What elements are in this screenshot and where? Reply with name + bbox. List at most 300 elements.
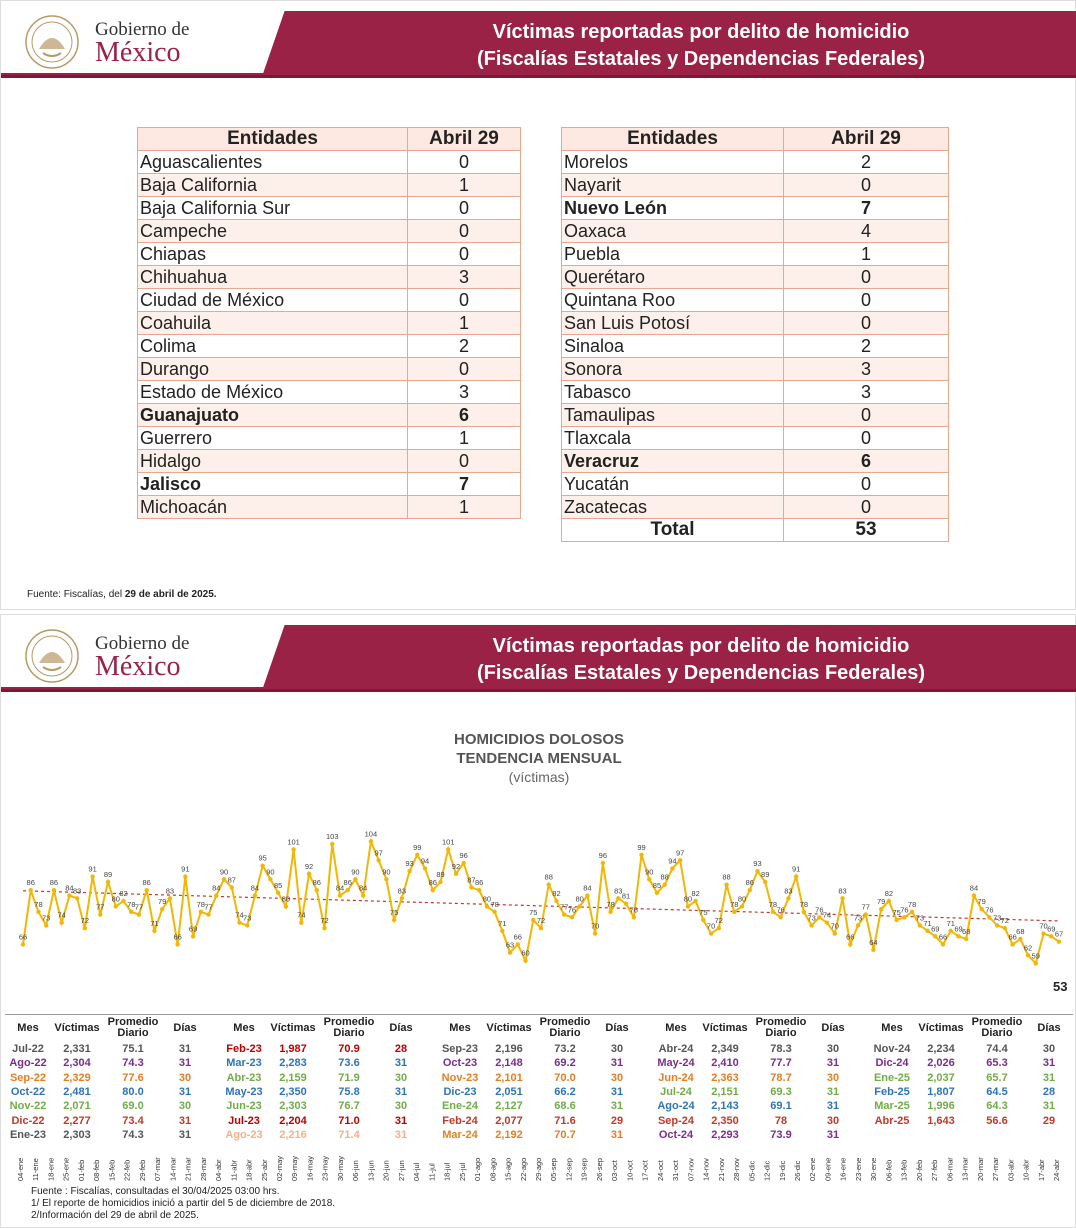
header-victimas: Víctimas: [54, 1022, 100, 1034]
x-tick-label: 20-jun: [381, 1160, 391, 1181]
table-row: [562, 450, 949, 473]
state-value: 1: [784, 243, 949, 266]
data-point: [485, 904, 489, 908]
data-point: [307, 872, 311, 876]
month-promedio: 70.9: [338, 1043, 360, 1055]
data-label: 80: [683, 894, 693, 904]
footnote-1: 1/ El reporte de homicidios inició a partir del 5 de diciembre de 2018.: [31, 1198, 336, 1209]
x-tick-label: 29-ago: [534, 1157, 543, 1181]
data-point: [369, 839, 373, 843]
header-rule: [1, 75, 1076, 78]
data-point: [539, 926, 543, 930]
data-label: 68: [962, 927, 971, 936]
month-dias: 30: [826, 1043, 840, 1055]
title-line1: Víctimas reportadas por delito de homicidio: [492, 635, 910, 657]
month-dias: 30: [178, 1100, 192, 1113]
data-label: 72: [536, 916, 546, 926]
data-label: 91: [791, 864, 801, 874]
data-point: [199, 910, 203, 914]
data-label: 99: [637, 842, 646, 852]
data-point: [879, 907, 883, 911]
x-tick-label: 20-feb: [914, 1159, 924, 1181]
month-mes: Jul-22: [12, 1043, 44, 1055]
data-point: [1026, 953, 1030, 957]
x-axis: [1, 1135, 1076, 1185]
data-label: 79: [877, 897, 886, 907]
data-point: [59, 921, 63, 925]
data-point: [168, 896, 172, 900]
state-name: Tabasco: [562, 381, 784, 404]
month-victimas: 1,987: [279, 1043, 307, 1055]
data-label: 85: [652, 880, 662, 890]
header-promedio: Promedio Diario: [755, 1016, 807, 1039]
x-tick-label: 16-ene: [838, 1157, 848, 1181]
data-label: 89: [103, 870, 113, 879]
data-point: [384, 877, 388, 881]
data-point: [346, 888, 350, 892]
month-promedio: 74.4: [986, 1043, 1008, 1055]
state-value: 6: [784, 450, 949, 473]
data-label: 73: [807, 913, 816, 923]
month-promedio: 70.0: [554, 1071, 576, 1084]
state-value: 1: [408, 496, 521, 519]
state-name: San Luis Potosí: [562, 312, 784, 335]
data-label: 86: [428, 878, 437, 888]
data-label: 95: [258, 853, 267, 863]
month-promedio: 80.0: [122, 1085, 144, 1098]
x-tick-label: 12-dic: [762, 1160, 772, 1181]
data-label: 86: [26, 878, 35, 888]
header-dias: Días: [821, 1022, 845, 1034]
data-point: [121, 899, 125, 903]
data-point: [740, 904, 744, 908]
data-label: 89: [761, 870, 770, 879]
x-tick-label: 09-ene: [823, 1157, 833, 1181]
month-promedio: 74.3: [122, 1057, 144, 1070]
data-point: [90, 874, 94, 878]
month-promedio: 69.3: [770, 1085, 792, 1098]
data-point: [1034, 961, 1038, 965]
x-tick-label: 31-oct: [671, 1160, 681, 1181]
state-name: Guanajuato: [138, 404, 408, 427]
data-label: 78: [907, 899, 917, 909]
data-point: [291, 847, 295, 851]
data-label: 78: [730, 899, 739, 909]
x-tick-label: 03-oct: [610, 1160, 620, 1181]
month-dias: 28: [394, 1043, 408, 1055]
x-tick-label: 15-feb: [107, 1159, 117, 1181]
logo-line2: México: [95, 37, 181, 68]
data-label: 82: [552, 889, 561, 898]
x-tick-label: 22-feb: [122, 1159, 132, 1181]
data-label: 79: [977, 897, 986, 907]
data-point: [446, 847, 450, 851]
month-dias: 30: [826, 1114, 840, 1127]
header-mes: Mes: [881, 1022, 903, 1034]
data-label: 59: [1031, 951, 1040, 961]
data-point: [709, 931, 713, 935]
data-point: [593, 931, 597, 935]
x-tick-label: 11-jul: [427, 1163, 437, 1181]
data-label: 74: [57, 910, 66, 920]
data-point: [330, 842, 334, 846]
table-row: [138, 358, 521, 381]
data-point: [338, 893, 342, 897]
state-name: Michoacán: [138, 496, 408, 519]
month-mes: May-24: [657, 1057, 695, 1070]
data-label: 88: [544, 872, 553, 882]
state-value: 1: [408, 312, 521, 335]
data-label: 103: [325, 832, 339, 841]
table-row: [562, 243, 949, 266]
table-row: [138, 450, 521, 473]
state-name: Chiapas: [138, 243, 408, 266]
header-dias: Días: [605, 1022, 629, 1034]
table-row: [562, 312, 949, 335]
month-victimas: 2,101: [495, 1071, 523, 1084]
state-name: Estado de México: [138, 381, 408, 404]
data-point: [114, 904, 118, 908]
data-label: 80: [575, 894, 584, 904]
data-point: [492, 910, 496, 914]
x-tick-label: 10-abr: [1021, 1159, 1031, 1181]
x-tick-label: 24-oct: [655, 1160, 665, 1181]
header-victimas: Víctimas: [702, 1022, 748, 1034]
state-value: 0: [408, 243, 521, 266]
month-victimas: 1,996: [927, 1100, 955, 1113]
chart-title: HOMICIDIOS DOLOSOS: [453, 731, 624, 748]
month-promedio: 71.6: [554, 1114, 576, 1127]
state-value: 0: [408, 220, 521, 243]
month-mes: Mar-23: [226, 1057, 262, 1070]
data-point: [840, 896, 844, 900]
data-point: [949, 929, 953, 933]
x-tick-label: 27-jun: [396, 1160, 406, 1181]
state-value: 0: [784, 473, 949, 496]
x-tick-label: 18-jul: [442, 1162, 452, 1181]
data-point: [129, 910, 133, 914]
table-row: [562, 473, 949, 496]
data-point: [570, 915, 574, 919]
data-label: 76: [815, 905, 824, 915]
national-seal-icon: [19, 13, 85, 71]
data-label: 77: [861, 902, 870, 912]
data-point: [894, 918, 898, 922]
data-point: [678, 858, 682, 862]
month-dias: 30: [610, 1071, 624, 1084]
x-tick-label: 05-sep: [549, 1158, 559, 1181]
state-name: Puebla: [562, 243, 784, 266]
month-mes: May-23: [225, 1085, 263, 1098]
source-note: [27, 589, 217, 600]
data-point: [423, 866, 427, 870]
logo-line2: México: [95, 651, 181, 682]
data-point: [268, 877, 272, 881]
data-point: [686, 904, 690, 908]
data-point: [794, 874, 798, 878]
table-top-rule: [5, 1014, 1073, 1015]
data-label: 87: [467, 875, 476, 885]
month-victimas: 2,303: [279, 1100, 307, 1113]
state-name: Yucatán: [562, 473, 784, 496]
national-seal-icon: [19, 627, 85, 685]
state-name: Aguascalientes: [138, 151, 408, 174]
data-point: [175, 942, 179, 946]
table-row: [562, 427, 949, 450]
month-mes: Ene-24: [441, 1100, 479, 1113]
data-label: 78: [196, 899, 205, 909]
x-tick-label: 19-dic: [777, 1160, 787, 1181]
data-label: 78: [34, 899, 43, 909]
data-label: 77: [134, 902, 144, 912]
x-tick-label: 20-mar: [975, 1157, 985, 1181]
month-victimas: 2,071: [63, 1100, 91, 1113]
header-mes: Mes: [233, 1022, 255, 1034]
data-point: [1003, 926, 1007, 930]
x-tick-label: 04-jul: [412, 1162, 422, 1181]
data-point: [36, 910, 40, 914]
data-label: 93: [405, 859, 414, 869]
state-name: Chihuahua: [138, 266, 408, 289]
data-label: 86: [474, 878, 484, 888]
x-tick-label: 01-feb: [76, 1159, 86, 1181]
data-point: [500, 929, 504, 933]
data-point: [376, 858, 380, 862]
data-point: [562, 912, 566, 916]
month-promedio: 73.6: [338, 1057, 360, 1070]
data-label: 73: [243, 913, 252, 923]
month-promedio: 75.1: [122, 1043, 144, 1055]
state-value: 2: [408, 335, 521, 358]
month-dias: 30: [826, 1071, 840, 1084]
data-label: 84: [583, 883, 592, 893]
data-label: 89: [436, 870, 445, 879]
data-label: 87: [227, 875, 236, 885]
month-promedio: 78.3: [770, 1043, 792, 1055]
data-point: [214, 893, 218, 897]
data-label: 84: [250, 883, 260, 893]
month-dias: 31: [178, 1128, 192, 1141]
table-row: [138, 335, 521, 358]
data-point: [230, 885, 234, 889]
data-point: [477, 888, 481, 892]
month-victimas: 2,037: [927, 1071, 955, 1084]
x-tick-label: 21-mar: [183, 1157, 193, 1181]
data-label: 90: [645, 867, 654, 877]
data-point: [871, 948, 875, 952]
data-label: 81: [621, 891, 631, 901]
data-point: [315, 888, 319, 892]
month-victimas: 2,283: [279, 1057, 307, 1070]
month-dias: 31: [1042, 1071, 1056, 1084]
data-label: 66: [173, 932, 182, 942]
x-tick-label: 28-mar: [198, 1157, 208, 1181]
x-tick-label: 21-nov: [716, 1158, 726, 1181]
data-point: [438, 880, 442, 884]
table-row: [562, 496, 949, 519]
month-victimas: 2,216: [279, 1128, 307, 1141]
x-tick-label: 02-ene: [808, 1157, 818, 1181]
month-mes: Mar-24: [442, 1128, 478, 1141]
data-point: [887, 899, 891, 903]
month-victimas: 2,349: [711, 1043, 739, 1055]
month-dias: 30: [1042, 1043, 1056, 1055]
data-label: 70: [706, 921, 716, 931]
x-tick-label: 02-may: [275, 1155, 284, 1181]
chart-subtitle: TENDENCIA MENSUAL: [456, 750, 622, 767]
month-victimas: 2,350: [711, 1114, 739, 1127]
data-point: [577, 904, 581, 908]
title-line2: (Fiscalías Estatales y Dependencias Federales): [477, 48, 925, 70]
states-table-right: [561, 127, 949, 542]
data-label: 84: [359, 883, 368, 893]
data-label: 74: [822, 910, 832, 920]
month-victimas: 1,643: [927, 1114, 955, 1127]
month-mes: Oct-22: [10, 1085, 46, 1098]
month-victimas: 2,196: [495, 1043, 523, 1055]
month-dias: 30: [394, 1100, 408, 1113]
data-point: [601, 861, 605, 865]
data-point: [1018, 937, 1022, 941]
x-tick-label: 25-abr: [259, 1159, 269, 1181]
state-name: Querétaro: [562, 266, 784, 289]
data-point: [771, 910, 775, 914]
month-victimas: 2,234: [927, 1043, 955, 1055]
state-name: Colima: [138, 335, 408, 358]
header-mes: Mes: [17, 1022, 39, 1034]
month-promedio: 68.6: [554, 1100, 576, 1113]
month-mes: Feb-24: [442, 1114, 478, 1127]
state-name: Ciudad de México: [138, 289, 408, 312]
month-victimas: 2,026: [927, 1057, 955, 1070]
x-tick-label: 06-jun: [351, 1160, 361, 1181]
data-point: [415, 853, 419, 857]
data-point: [52, 888, 56, 892]
month-dias: 31: [178, 1043, 192, 1055]
data-point: [547, 883, 551, 887]
data-point: [206, 912, 210, 916]
x-tick-label: 17-abr: [1036, 1159, 1046, 1181]
data-label: 92: [304, 861, 314, 871]
month-dias: 31: [394, 1085, 408, 1098]
month-victimas: 2,481: [63, 1085, 91, 1098]
month-mes: Dic-23: [443, 1085, 477, 1098]
data-point: [856, 923, 860, 927]
data-point: [786, 896, 790, 900]
table-row: [562, 174, 949, 197]
x-tick-label: 30-ene: [869, 1157, 879, 1181]
month-dias: 31: [826, 1128, 840, 1141]
data-point: [693, 899, 697, 903]
data-point: [987, 915, 991, 919]
data-label: 86: [142, 878, 151, 888]
data-label: 79: [157, 897, 167, 907]
x-tick-label: 18-ene: [46, 1157, 56, 1181]
data-label: 90: [219, 867, 229, 877]
data-label: 66: [18, 932, 28, 942]
data-label: 71: [923, 918, 932, 928]
data-label: 78: [127, 899, 136, 909]
state-value: 7: [408, 473, 521, 496]
month-dias: 31: [826, 1057, 840, 1070]
month-victimas: 2,329: [63, 1071, 91, 1084]
data-point: [918, 923, 922, 927]
x-tick-label: 13-mar: [960, 1157, 970, 1181]
state-name: Quintana Roo: [562, 289, 784, 312]
table-row: [562, 289, 949, 312]
x-tick-label: 15-ago: [503, 1157, 513, 1181]
x-tick-label: 11-abr: [229, 1159, 239, 1181]
month-promedio: 77.7: [770, 1057, 792, 1070]
data-label: 83: [838, 886, 847, 896]
data-label: 80: [281, 894, 291, 904]
x-tick-label: 23-ene: [853, 1157, 863, 1181]
data-point: [21, 942, 25, 946]
data-point: [392, 918, 396, 922]
data-label: 67: [1054, 929, 1064, 939]
state-value: 1: [408, 427, 521, 450]
header-rule: [1, 689, 1076, 692]
x-tick-label: 01-ago: [473, 1157, 483, 1181]
table-row: [138, 404, 521, 427]
state-value: 0: [784, 289, 949, 312]
footnote-source: Fuente : Fiscalías, consultadas el 30/04/2025 03:00 hrs.: [31, 1186, 280, 1197]
col-entidades: Entidades: [562, 128, 784, 151]
data-point: [663, 883, 667, 887]
data-label: 71: [498, 918, 507, 928]
month-promedio: 78.7: [770, 1071, 792, 1084]
data-label: 72: [1000, 916, 1010, 926]
data-label: 75: [389, 908, 399, 917]
month-dias: 31: [610, 1100, 624, 1113]
data-point: [933, 934, 937, 938]
state-name: Veracruz: [562, 450, 784, 473]
month-mes: Sep-22: [9, 1071, 47, 1084]
month-promedio: 76.7: [338, 1100, 360, 1113]
data-label: 84: [335, 883, 345, 893]
month-promedio: 78: [774, 1114, 788, 1127]
month-mes: Ene-25: [873, 1071, 911, 1084]
header-victimas: Víctimas: [270, 1022, 316, 1034]
data-point: [322, 926, 326, 930]
data-point: [160, 907, 164, 911]
data-label: 86: [745, 878, 754, 888]
month-dias: 29: [1042, 1114, 1056, 1127]
data-point: [817, 915, 821, 919]
data-point: [972, 893, 976, 897]
table-row: [562, 381, 949, 404]
data-point: [956, 934, 960, 938]
data-label: 82: [691, 889, 700, 898]
x-tick-label: 23-may: [320, 1155, 330, 1181]
data-point: [1041, 931, 1045, 935]
data-label: 73: [853, 913, 863, 923]
x-tick-label: 25-ene: [61, 1157, 71, 1181]
data-point: [732, 910, 736, 914]
table-row: [138, 496, 521, 519]
data-point: [554, 899, 558, 903]
month-mes: Oct-23: [442, 1057, 478, 1070]
data-point: [253, 893, 257, 897]
data-point: [902, 915, 906, 919]
month-victimas: 2,148: [495, 1057, 523, 1070]
data-label: 83: [72, 886, 82, 896]
month-dias: 28: [1042, 1085, 1056, 1098]
data-label: 63: [505, 940, 515, 950]
data-label: 62: [1023, 943, 1033, 953]
x-tick-label: 17-oct: [640, 1160, 650, 1181]
month-promedio: 71.9: [338, 1071, 360, 1084]
